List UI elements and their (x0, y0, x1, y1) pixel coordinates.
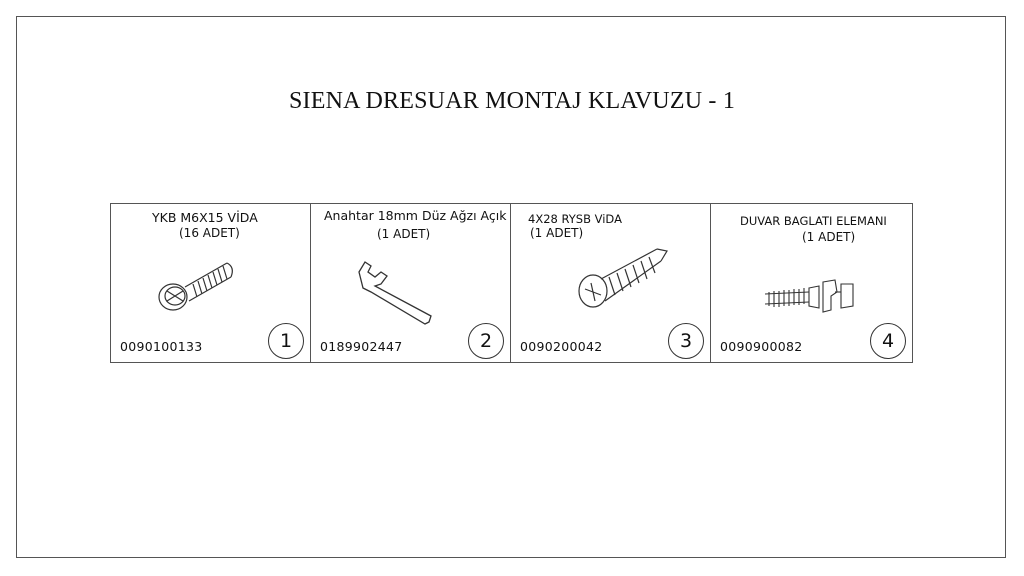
part-cell-4 (711, 204, 912, 362)
wall-anchor-icon (761, 274, 861, 319)
parts-table (110, 203, 913, 363)
part-code: 0090200042 (520, 339, 603, 354)
part-number-badge: 4 (870, 323, 906, 359)
screw-icon (151, 249, 241, 319)
part-name: 4X28 RYSB ViDA (528, 212, 622, 226)
part-name: Anahtar 18mm Düz Ağzı Açık (324, 208, 507, 223)
part-code: 0189902447 (320, 339, 403, 354)
wrench-icon (351, 252, 441, 327)
part-quantity: (1 ADET) (530, 226, 584, 240)
part-quantity: (1 ADET) (802, 230, 856, 244)
part-number-badge: 2 (468, 323, 504, 359)
part-cell-3 (511, 204, 711, 362)
page-title: SIENA DRESUAR MONTAJ KLAVUZU - 1 (288, 88, 736, 114)
part-code: 0090900082 (720, 339, 803, 354)
part-quantity: (16 ADET) (179, 226, 240, 240)
part-number-badge: 3 (668, 323, 704, 359)
part-name: DUVAR BAGLATI ELEMANI (740, 214, 887, 228)
part-number-badge: 1 (268, 323, 304, 359)
part-name: YKB M6X15 VİDA (152, 210, 258, 225)
part-cell-2 (311, 204, 511, 362)
part-code: 0090100133 (120, 339, 203, 354)
part-cell-1 (111, 204, 311, 362)
part-quantity: (1 ADET) (377, 227, 431, 241)
wood-screw-icon (571, 239, 671, 319)
